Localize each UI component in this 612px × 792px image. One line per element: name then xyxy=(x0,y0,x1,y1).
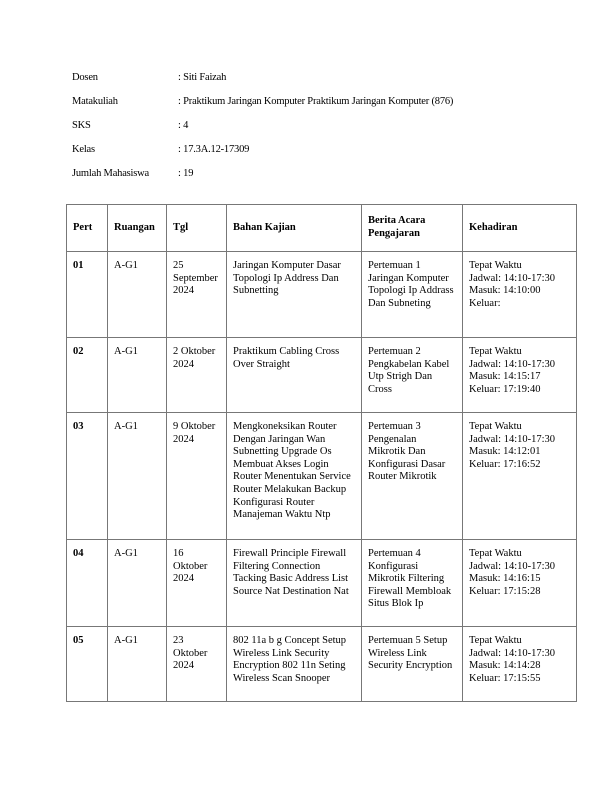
kehadiran-jadwal: Jadwal: 14:10-17:30 xyxy=(469,358,556,370)
info-label: Kelas xyxy=(72,144,95,155)
header-kehadiran: Kehadiran xyxy=(463,205,577,252)
cell-bahan-kajian: 802 11a b g Concept Setup Wireless Link Security Encryption 802 11n Seting Wireless Scan Snooper xyxy=(227,627,362,702)
info-value: : 4 xyxy=(178,120,189,131)
cell-bahan-kajian: Firewall Principle Firewall Filtering Connection Tacking Basic Address List Source Nat Destination Nat xyxy=(227,540,362,627)
kehadiran-status: Tepat Waktu xyxy=(469,346,522,357)
course-info xyxy=(72,72,552,192)
table-row xyxy=(67,338,577,413)
info-row-kelas xyxy=(72,144,552,168)
kehadiran-jadwal: Jadwal: 14:10-17:30 xyxy=(469,433,556,445)
info-row-dosen xyxy=(72,72,552,96)
cell-tgl: 16 Oktober 2024 xyxy=(167,540,227,627)
header-ruangan: Ruangan xyxy=(108,205,167,252)
table-row xyxy=(67,540,577,627)
header-bahan-kajian: Bahan Kajian xyxy=(227,205,362,252)
info-label: Jumlah Mahasiswa xyxy=(72,168,149,179)
cell-pert: 01 xyxy=(67,252,108,338)
info-label: SKS xyxy=(72,120,91,131)
kehadiran-keluar: Keluar: 17:15:28 xyxy=(469,585,541,597)
info-row-jumlah-mahasiswa xyxy=(72,168,552,192)
kehadiran-status: Tepat Waktu xyxy=(469,260,522,271)
cell-tgl: 23 Oktober 2024 xyxy=(167,627,227,702)
cell-pert: 04 xyxy=(67,540,108,627)
header-tgl: Tgl xyxy=(167,205,227,252)
kehadiran-keluar: Keluar: 17:16:52 xyxy=(469,458,541,470)
table-row xyxy=(67,413,577,540)
kehadiran-jadwal: Jadwal: 14:10-17:30 xyxy=(469,272,556,284)
kehadiran-masuk: Masuk: 14:10:00 xyxy=(469,285,541,297)
kehadiran-masuk: Masuk: 14:14:28 xyxy=(469,660,541,672)
cell-bahan-kajian: Praktikum Cabling Cross Over Straight xyxy=(227,338,362,413)
cell-berita-acara: Pertemuan 2 Pengkabelan Kabel Utp Strigh Dan Cross xyxy=(362,338,463,413)
info-value: : 17.3A.12-17309 xyxy=(178,144,250,155)
cell-kehadiran xyxy=(463,338,577,413)
info-value: : Siti Faizah xyxy=(178,72,227,83)
cell-kehadiran xyxy=(463,540,577,627)
cell-bahan-kajian: Jaringan Komputer Dasar Topologi Ip Address Dan Subnetting xyxy=(227,252,362,338)
cell-pert: 03 xyxy=(67,413,108,540)
cell-bahan-kajian: Mengkoneksikan Router Dengan Jaringan Wan Subnetting Upgrade Os Membuat Akses Login Router Menentukan Service Router Melakukan Backup Konfigurasi Router Manajeman Waktu Ntp xyxy=(227,413,362,540)
cell-kehadiran xyxy=(463,252,577,338)
kehadiran-masuk: Masuk: 14:16:15 xyxy=(469,573,541,585)
info-label: Matakuliah xyxy=(72,96,118,107)
cell-ruangan: A-G1 xyxy=(108,627,167,702)
cell-berita-acara: Pertemuan 3 Pengenalan Mikrotik Dan Konfigurasi Dasar Router Mikrotik xyxy=(362,413,463,540)
cell-tgl: 25 September 2024 xyxy=(167,252,227,338)
header-berita-acara: Berita Acara Pengajaran xyxy=(362,205,463,252)
cell-berita-acara: Pertemuan 5 Setup Wireless Link Security Encryption xyxy=(362,627,463,702)
info-value: : 19 xyxy=(178,168,194,179)
kehadiran-masuk: Masuk: 14:12:01 xyxy=(469,446,541,458)
info-value: : Praktikum Jaringan Komputer Praktikum Jaringan Komputer (876) xyxy=(178,96,454,107)
kehadiran-keluar: Keluar: 17:15:55 xyxy=(469,672,541,684)
cell-tgl: 2 Oktober 2024 xyxy=(167,338,227,413)
attendance-table xyxy=(66,204,577,702)
kehadiran-keluar: Keluar: xyxy=(469,297,501,309)
header-pert: Pert xyxy=(67,205,108,252)
cell-kehadiran xyxy=(463,413,577,540)
table-header-row xyxy=(67,205,577,252)
cell-berita-acara: Pertemuan 1 Jaringan Komputer Topologi Ip Addrass Dan Subneting xyxy=(362,252,463,338)
cell-tgl: 9 Oktober 2024 xyxy=(167,413,227,540)
table-row xyxy=(67,627,577,702)
kehadiran-jadwal: Jadwal: 14:10-17:30 xyxy=(469,647,556,659)
cell-ruangan: A-G1 xyxy=(108,413,167,540)
cell-berita-acara: Pertemuan 4 Konfigurasi Mikrotik Filtering Firewall Membloak Situs Blok Ip xyxy=(362,540,463,627)
info-row-sks xyxy=(72,120,552,144)
kehadiran-status: Tepat Waktu xyxy=(469,548,522,559)
info-label: Dosen xyxy=(72,72,98,83)
kehadiran-status: Tepat Waktu xyxy=(469,635,522,646)
kehadiran-jadwal: Jadwal: 14:10-17:30 xyxy=(469,560,556,572)
cell-ruangan: A-G1 xyxy=(108,338,167,413)
cell-kehadiran xyxy=(463,627,577,702)
table-row xyxy=(67,252,577,338)
cell-pert: 05 xyxy=(67,627,108,702)
kehadiran-masuk: Masuk: 14:15:17 xyxy=(469,371,541,383)
cell-pert: 02 xyxy=(67,338,108,413)
cell-ruangan: A-G1 xyxy=(108,252,167,338)
info-row-matakuliah xyxy=(72,96,552,120)
cell-ruangan: A-G1 xyxy=(108,540,167,627)
kehadiran-status: Tepat Waktu xyxy=(469,421,522,432)
kehadiran-keluar: Keluar: 17:19:40 xyxy=(469,383,541,395)
